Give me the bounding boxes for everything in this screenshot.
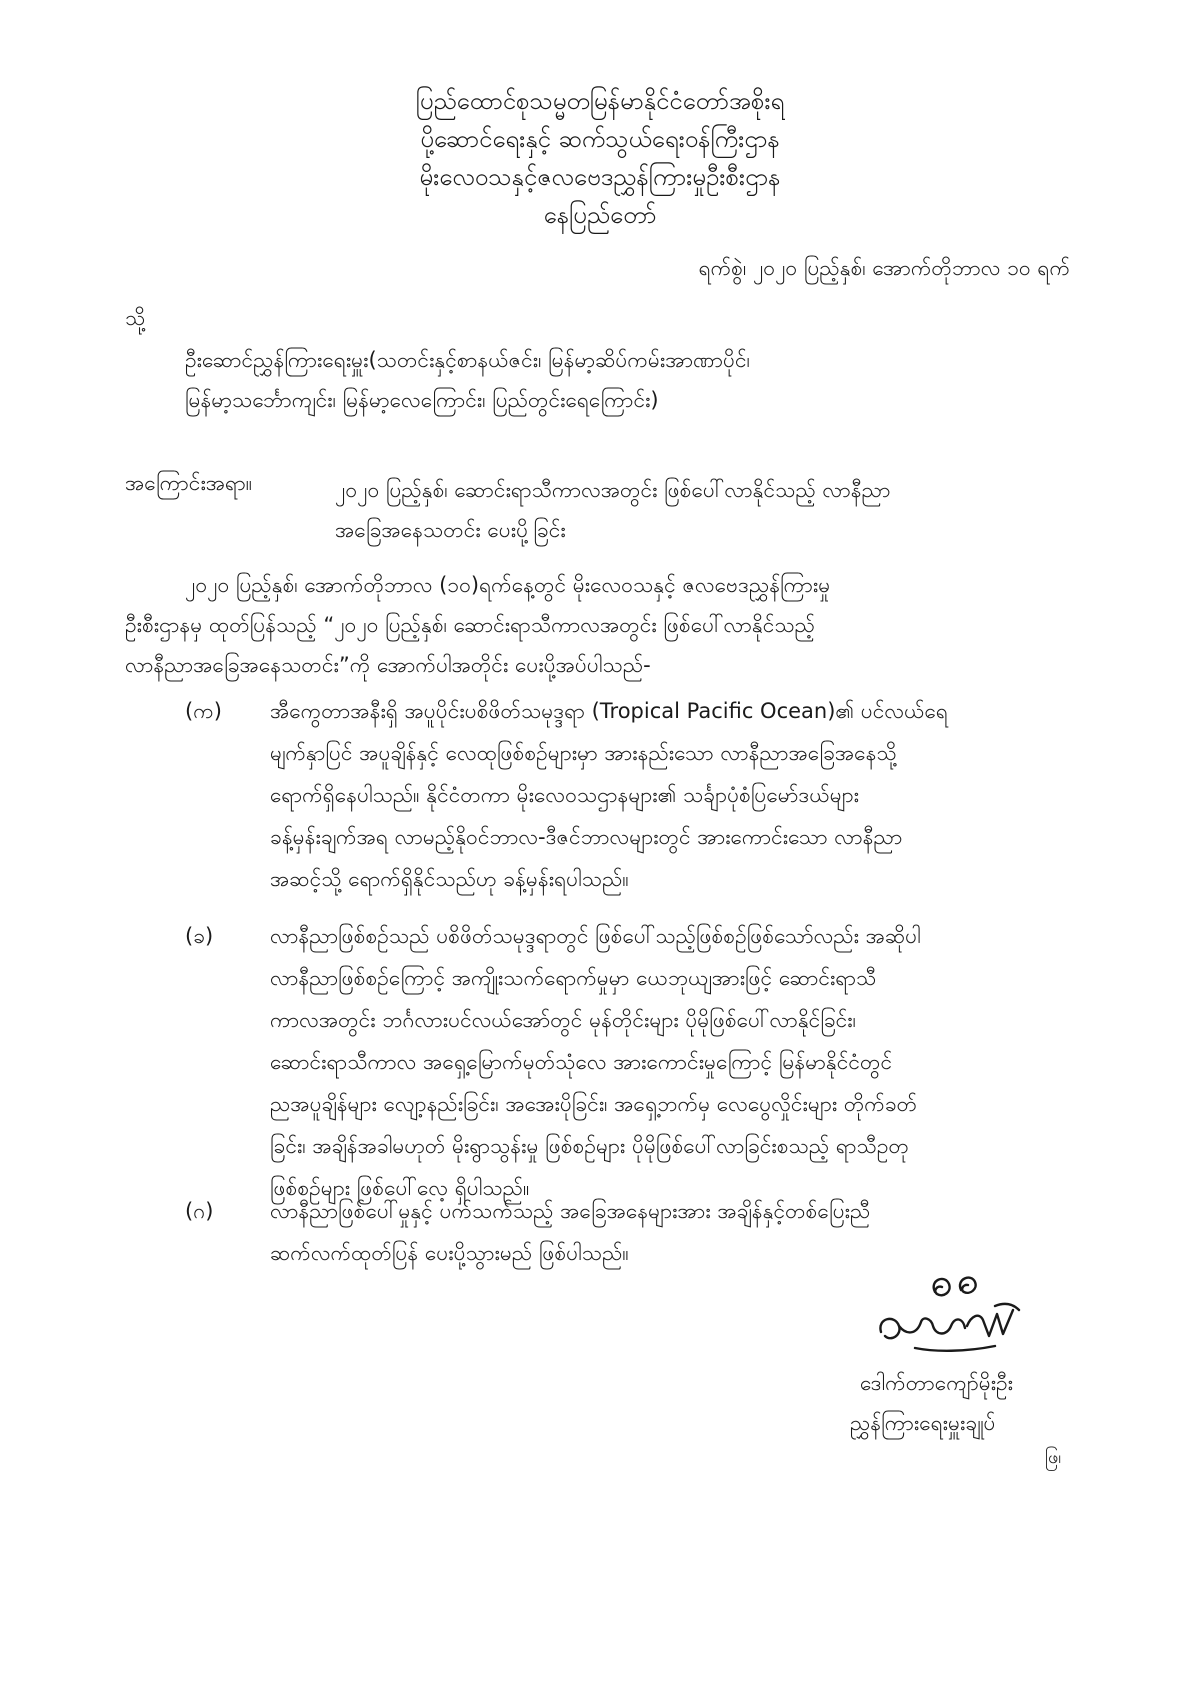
to-label: သို့ bbox=[125, 306, 146, 330]
item-line: ဆက်လက်ထုတ်ပြန် ပေးပို့သွားမည် ဖြစ်ပါသည်။ bbox=[270, 1241, 629, 1265]
intro-line: ဦးစီးဌာနမှ ထုတ်ပြန်သည့် “၂၀၂၀ ပြည့်နှစ်၊ ဆောင်းရာသီကာလအတွင်း ဖြစ်ပေါ်လာနိုင်သည့် bbox=[125, 613, 815, 637]
item-line: ရောက်ရှိနေပါသည်။ နိုင်ငံတကာ မိုးလေဝသဌာနများ၏ သင်္ချာပုံစံပြမော်ဒယ်များ bbox=[270, 783, 860, 807]
item-line: လာနီညာဖြစ်စဉ်သည် ပစိဖိတ်သမုဒ္ဒရာတွင် ဖြစ်ပေါ်သည့်ဖြစ်စဉ်ဖြစ်သော်လည်း အဆိုပါ bbox=[270, 924, 921, 948]
letter-date: ရက်စွဲ၊ ၂၀၂၀ ပြည့်နှစ်၊ အောက်တိုဘာလ ၁၀ ရက် bbox=[698, 256, 1070, 280]
recipients-line: ဦးဆောင်ညွှန်ကြားရေးမှူး(သတင်းနှင့်စာနယ်ဇင်း၊ မြန်မာ့ဆိပ်ကမ်းအာဏာပိုင်၊ bbox=[185, 348, 750, 372]
letterhead-ministry: ပို့ဆောင်ရေးနှင့် ဆက်သွယ်ရေးဝန်ကြီးဌာန bbox=[420, 125, 780, 153]
subject-line: အခြေအနေသတင်း ပေးပို့ခြင်း bbox=[335, 518, 566, 542]
item-line: လာနီညာဖြစ်ပေါ်မှုနှင့် ပက်သက်သည့် အခြေအနေများအား အချိန်နှင့်တစ်ပြေးညီ bbox=[270, 1199, 871, 1223]
handwritten-signature bbox=[875, 1270, 1035, 1365]
subject-text bbox=[335, 470, 1075, 550]
subject-label: အကြောင်းအရာ။ bbox=[125, 471, 253, 495]
letterhead bbox=[300, 82, 900, 234]
intro-line: လာနီညာအခြေအနေသတင်း”ကို အောက်ပါအတိုင်း ပေးပို့အပ်ပါသည်- bbox=[125, 653, 651, 677]
signatory-mark: ဖြ၊ bbox=[1045, 1447, 1062, 1468]
item-number: (ခ) bbox=[185, 924, 214, 948]
item-line: မျက်နှာပြင် အပူချိန်နှင့် လေထုဖြစ်စဉ်များမှာ အားနည်းသော လာနီညာအခြေအနေသို့ bbox=[270, 741, 897, 765]
item-line: ကာလအတွင်း ဘင်္ဂလားပင်လယ်အော်တွင် မုန်တိုင်းများ ပိုမိုဖြစ်ပေါ်လာနိုင်ခြင်း၊ bbox=[270, 1008, 856, 1032]
signatory-title: ညွှန်ကြားရေးမှူးချုပ် bbox=[850, 1411, 996, 1435]
item-line: ခန့်မှန်းချက်အရ လာမည့်နိုဝင်ဘာလ-ဒီဇင်ဘာလများတွင် အားကောင်းသော လာနီညာ bbox=[270, 825, 903, 849]
item-line: အီကွေတာအနီးရှိ အပူပိုင်းပစိဖိတ်သမုဒ္ဒရာ (Tropical Pacific Ocean)၏ ပင်လယ်ရေ bbox=[270, 699, 948, 723]
item-body bbox=[270, 915, 1075, 1209]
recipients bbox=[185, 340, 1065, 420]
list-item bbox=[185, 690, 1075, 910]
item-line: ဖြစ်စဉ်များ ဖြစ်ပေါ်လေ့ ရှိပါသည်။ bbox=[270, 1176, 530, 1200]
letterhead-government: ပြည်ထောင်စုသမ္မတမြန်မာနိုင်ငံတော်အစိုးရ bbox=[415, 87, 785, 115]
item-line: အဆင့်သို့ ရောက်ရှိနိုင်သည်ဟု ခန့်မှန်းရပါသည်။ bbox=[270, 867, 629, 891]
list-item bbox=[185, 915, 1075, 1200]
item-line: လာနီညာဖြစ်စဉ်ကြောင့် အကျိုးသက်ရောက်မှုမှာ ယေဘုယျအားဖြင့် ဆောင်းရာသီ bbox=[270, 966, 877, 990]
item-body bbox=[270, 1190, 1075, 1274]
subject-line: ၂၀၂၀ ပြည့်နှစ်၊ ဆောင်းရာသီကာလအတွင်း ဖြစ်ပေါ်လာနိုင်သည့် လာနီညာ bbox=[335, 478, 891, 502]
list-item bbox=[185, 1190, 1075, 1280]
item-line: ညအပူချိန်များ လျော့နည်းခြင်း၊ အအေးပိုခြင်း၊ အရှေ့ဘက်မှ လေပွေလှိုင်းများ တိုက်ခတ် bbox=[270, 1092, 918, 1116]
letterhead-department: မိုးလေဝသနှင့်ဇလဗေဒညွှန်ကြားမှုဦးစီးဌာန bbox=[419, 163, 781, 191]
letterhead-city: နေပြည်တော် bbox=[543, 201, 657, 229]
intro-paragraph bbox=[125, 565, 1075, 685]
item-body bbox=[270, 690, 1075, 900]
item-line: ဆောင်းရာသီကာလ အရှေ့မြောက်မုတ်သုံလေ အားကောင်းမှုကြောင့် မြန်မာနိုင်ငံတွင် bbox=[270, 1050, 893, 1074]
item-number: (ဂ) bbox=[185, 1199, 214, 1223]
recipients-line: မြန်မာ့သင်္ဘောကျင်း၊ မြန်မာ့လေကြောင်း၊ ပြည်တွင်းရေကြောင်း) bbox=[185, 388, 659, 412]
item-line: ခြင်း၊ အချိန်အခါမဟုတ် မိုးရွာသွန်းမှု ဖြစ်စဉ်များ ပိုမိုဖြစ်ပေါ်လာခြင်းစသည့် ရာသီဥတု bbox=[270, 1134, 909, 1158]
intro-line: ၂၀၂၀ ပြည့်နှစ်၊ အောက်တိုဘာလ (၁၀)ရက်နေ့တွင် မိုးလေဝသနှင့် ဇလဗေဒညွှန်ကြားမှု bbox=[185, 573, 831, 597]
signatory-name: ဒေါက်တာကျော်မိုးဦး bbox=[860, 1371, 1014, 1395]
item-number: (က) bbox=[185, 699, 222, 723]
